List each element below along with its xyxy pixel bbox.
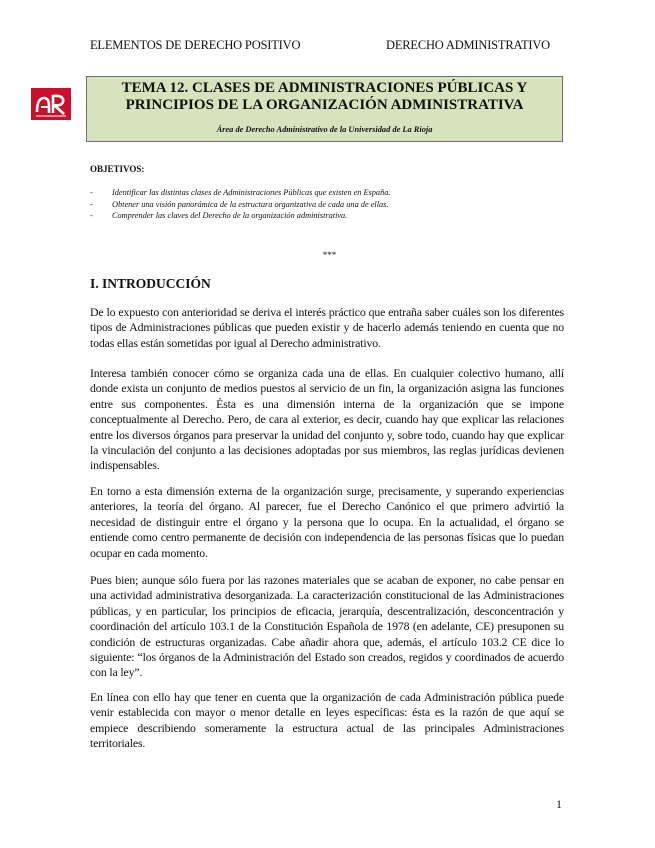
section-title: I. INTRODUCCIÓN (90, 276, 211, 291)
objectives-title: OBJETIVOS: (90, 164, 145, 174)
objectives-list (90, 187, 570, 222)
dash-bullet: - (90, 211, 93, 220)
universidad-de-la-rioja-logo (31, 88, 71, 120)
title-line-2: PRINCIPIOS DE LA ORGANIZACIÓN ADMINISTRATIVA (125, 97, 524, 113)
header-left: ELEMENTOS DE DERECHO POSITIVO (90, 38, 301, 52)
paragraph: En línea con ello hay que tener en cuenta que la organización de cada Administración pública puede venir establecida con mayor o menor detalle en leyes específicas: ésta es la razón de que aquí se empiece describiendo someramente la estructura actual de las principales Administraciones territoriales. (90, 690, 564, 751)
title-subtitle: Área de Derecho Administrativo de la Universidad de La Rioja (216, 125, 433, 134)
paragraph: De lo expuesto con anterioridad se deriva el interés práctico que entraña saber cuáles son los diferentes tipos de Administraciones públicas que pueden existir y de hacerlo además teniendo en cuenta que no todas ellas están sometidas por igual al Derecho administrativo. (90, 305, 564, 350)
paragraph: En torno a esta dimensión externa de la organización surge, precisamente, y superando experiencias anteriores, la teoría del órgano. Al parecer, fue el Derecho Canónico el que primero advirtió la necesidad de distinguir entre el órgano y la persona que lo ocupa. En la actualidad, el órgano se entiende como centro permanente de decisión con independencia de las personas físicas que lo puedan ocupar en cada momento. (90, 484, 564, 560)
page-number: 1 (556, 797, 562, 811)
dash-bullet: - (90, 188, 93, 197)
objective-item: - Comprender las claves del Derecho de la organización administrativa. (90, 211, 348, 220)
header-right: DERECHO ADMINISTRATIVO (386, 38, 551, 52)
paragraph: Interesa también conocer cómo se organiza cada una de ellas. En cualquier colectivo humano, allí donde exista un conjunto de medios puestos al servicio de un fin, la organización asigna las funciones entre sus componentes. Ésta es una dimensión interna de la organización que se impone conceptualmente al Derecho. Pero, de cara al exterior, es decir, cuando hay que explicar las relaciones entre los diversos órganos para preservar la unidad del conjunto y, sobre todo, cuando hay que explicar la vinculación del conjunto a las decisiones adoptadas por sus miembros, las reglas jurídicas devienen indispensables. (90, 366, 564, 473)
paragraph: Pues bien; aunque sólo fuera por las razones materiales que se acaban de exponer, no cabe pensar en una actividad administrativa desorganizada. La caracterización constitucional de las Administraciones públicas, y en particular, los principios de eficacia, jerarquía, descentralización, desconcentración y coordinación del artículo 103.1 de la Constitución Española de 1978 (en adelante, CE) presuponen su condición de estructuras organizadas. Cabe añadir ahora que, además, el artículo 103.2 CE dice lo siguiente: “los órganos de la Administración del Estado son creados, regidos y coordinados de acuerdo con la ley”. (90, 573, 564, 680)
title-box (86, 76, 563, 142)
section-separator: *** (322, 250, 337, 260)
objective-item: - Identificar las distintas clases de Administraciones Públicas que existen en España. (90, 188, 391, 197)
title-line-1: TEMA 12. CLASES DE ADMINISTRACIONES PÚBLICAS Y (121, 80, 528, 96)
dash-bullet: - (90, 199, 93, 209)
objective-item: - Obtener una visión panorámica de la estructura organizativa de cada una de ellas. (90, 199, 389, 209)
